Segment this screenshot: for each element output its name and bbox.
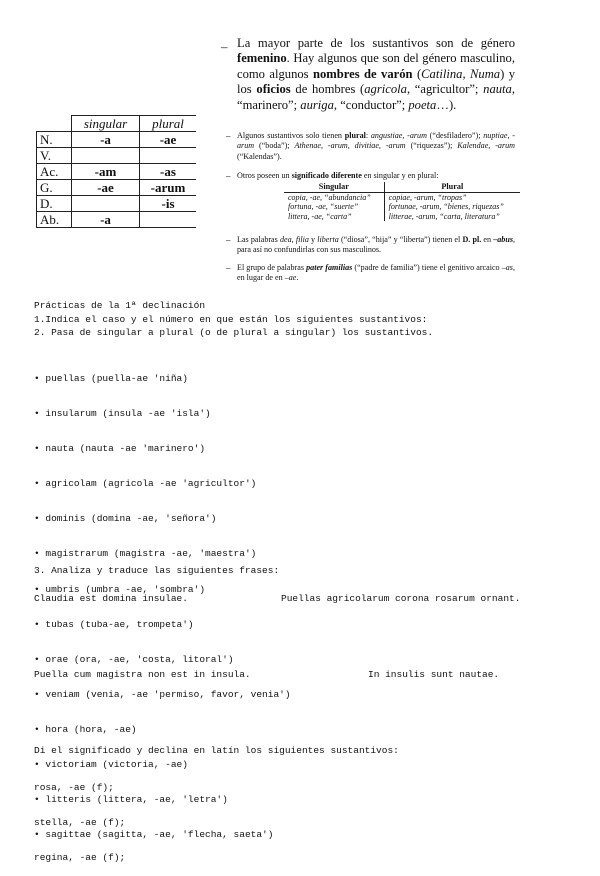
declension-row [37,196,197,212]
list-item [34,407,291,420]
list-item [34,688,291,701]
list-item [34,477,291,490]
exercise-title: Prácticas de la 1ª declinación [34,300,206,311]
list-item [34,653,291,666]
case-label: V. [37,148,72,164]
list-item [34,723,291,736]
ending-plural: -is [140,196,197,212]
instruction-1: 1.Indica el caso y el número en que están los siguientes sustantivos: [34,314,428,325]
text: El grupo de palabras [237,263,307,272]
word-text: nauta (nauta -ae 'marinero') [45,443,206,455]
declension-row [37,148,197,164]
text-italic: liberta [317,235,339,244]
text: . Hay algunos que son del género masculino, como algunos [237,51,515,81]
declension-row [37,164,197,180]
list-item [34,547,291,560]
text-italic: –as [501,263,513,272]
declension-header-row [37,116,197,132]
text: y [308,235,318,244]
text: (“diosa”, “hija” y “liberta”) tienen el [338,235,463,244]
text: Las palabras [237,235,280,244]
ending-plural: -ae [140,132,197,148]
word-text: dominis (domina -ae, 'señora') [45,513,217,525]
bullet: • [34,618,40,630]
word-text: agricolam (agricola -ae 'agricultor') [45,478,257,490]
list-item [34,442,291,455]
note-dash: – [226,171,231,181]
bullet: • [34,583,40,595]
bullet: • [34,548,40,560]
text: , “conductor”; [333,97,409,112]
header-singular: singular [72,116,140,132]
word-text: victoriam (victoria, -ae) [45,759,188,771]
ending-singular [72,196,140,212]
list-item: rosa, -ae (f); [34,782,114,793]
word-text: hora (hora, -ae) [45,723,137,735]
word-text: insularum (insula -ae 'isla') [45,408,211,420]
plural-cell: copiae, -arum, “tropas” [388,192,467,202]
text: . [296,273,299,283]
text-italic: Catilina, Numa [421,66,501,81]
text: (“Kalendas”). [237,151,282,161]
declension-row [37,212,197,228]
text: de hombres ( [290,82,365,97]
header-singular: Singular [284,182,384,192]
noun-list [34,759,125,876]
header-plural: Plural [384,182,520,192]
text: …). [436,97,457,112]
text: : [365,131,371,140]
list-item [34,512,291,525]
plural-cell: fortunae, -arum, “bienes, riquezas” [388,202,504,212]
ending-plural: -as [140,164,197,180]
text-bold: D. pl. [462,235,482,244]
word-text: puellas (puella-ae 'niña) [45,373,188,384]
bullet: • [34,373,40,384]
word-text: veniam (venia, -ae 'permiso, favor, venia') [45,688,291,700]
case-label: Ac. [37,164,72,180]
text-italic: nauta [483,82,512,97]
plural-meaning-table [284,182,520,221]
singular-cell: littera, -ae, “carta” [284,212,384,222]
note-dash: – [226,131,231,141]
text: ) y los [237,66,515,97]
header-plural: plural [140,116,197,132]
text-bold: nombres de varón [312,66,413,81]
note-abus [237,235,515,256]
declension-corner [37,116,72,132]
case-label: G. [37,180,72,196]
text-italic: nuptiae, -arum [237,131,515,151]
note-pater-familias [237,263,515,284]
text-italic: dea, filia [279,235,309,244]
list-item [34,618,291,631]
word-text: tubas (tuba-ae, trompeta') [45,618,194,630]
text-italic: Athenae, -arum, divitiae, -arum [294,141,406,151]
text: en singular y en plural: [361,171,439,180]
sentence: Puellas agricolarum corona rosarum ornant. [281,593,521,604]
ending-plural [140,212,197,228]
text: ( [412,66,422,81]
note-different-meaning [237,171,515,181]
text-italic: angustiae, -arum [370,131,427,140]
text: , “agricultor”; [406,82,484,97]
text: (“riquezas”); [405,141,458,151]
singular-cell: copia, -ae, “abundancia” [284,192,384,202]
case-label: N. [37,132,72,148]
word-text: litteris (littera, -ae, 'letra') [45,794,228,806]
main-note-dash: – [221,39,228,54]
declension-row [37,132,197,148]
plural-table-header [284,182,520,192]
text: (“desfiladero”); [426,131,484,140]
sentence: Claudia est domina insulae. [34,593,188,604]
word-text: umbris (umbra -ae, 'sombra') [45,583,206,595]
bullet: • [34,408,40,420]
case-label: D. [37,196,72,212]
text-italic: poeta [408,97,437,112]
note-dash: – [226,263,231,273]
text-italic: Kalendae, -arum [457,141,516,151]
ending-singular: -am [72,164,140,180]
text-bold: plural [344,131,366,140]
instruction-2: 2. Pasa de singular a plural (o de plural a singular) los sustantivos. [34,327,434,338]
text: Otros poseen un [237,171,292,180]
text: (“boda”); [254,141,295,151]
main-note [237,36,515,113]
word-text: sagittae (sagitta, -ae, 'flecha, saeta') [45,829,274,841]
bullet: • [34,653,40,665]
text-bold-italic: –abus [493,235,513,244]
word-text: magistrarum (magistra -ae, 'maestra') [45,548,257,560]
ending-plural [140,148,197,164]
bullet: • [34,723,40,735]
bullet: • [34,478,40,490]
plural-table-row [284,192,520,202]
ending-plural: -arum [140,180,197,196]
text-italic: auriga [300,97,334,112]
list-item: regina, -ae (f); [34,852,126,864]
ending-singular: -ae [72,180,140,196]
sentence: In insulis sunt nautae. [368,669,500,680]
bullet: • [34,759,40,771]
text-italic: agricola [364,82,407,97]
sentence: Puella cum magistra non est in insula. [34,669,251,680]
text: Algunos sustantivos solo tienen [237,131,345,140]
bullet: • [34,688,40,700]
bullet: • [34,513,40,525]
text-bold: femenino [237,51,287,66]
plural-cell: litterae, -arum, “carta, literatura” [388,211,500,221]
declension-row [37,180,197,196]
note-dash: – [226,235,231,245]
singular-cell: fortuna, -ae, “suerte” [284,202,384,212]
plural-table-row [284,212,520,222]
ending-singular [72,148,140,164]
text-bold: significado diferente [291,171,362,180]
note-plural-only [237,131,515,162]
list-item: stella, -ae (f); [34,817,126,829]
bullet: • [34,443,40,455]
text: , “marinero”; [237,82,515,112]
text-bold: oficios [256,82,291,97]
decline-title: Di el significado y declina en latín los siguientes sustantivos: [34,745,399,756]
text: en [481,235,494,244]
text-italic: –ae [284,273,297,283]
ending-singular: -a [72,212,140,228]
text: , para así no confundirlas con sus masculinos. [237,235,516,255]
text-bold-italic: pater familias [306,263,353,272]
text: (“padre de familia”) tiene el genitivo arcaico [352,263,502,272]
bullet: • [34,829,40,841]
case-label: Ab. [37,212,72,228]
ending-singular: -a [72,132,140,148]
word-text: orae (ora, -ae, 'costa, litoral') [45,653,234,665]
bullet: • [34,794,40,806]
list-item [34,372,291,385]
section-3-title: 3. Analiza y traduce las siguientes frases: [34,565,280,576]
text: , en lugar de en [237,263,515,283]
text: La mayor parte de los sustantivos son de género [237,36,515,50]
declension-table [36,115,196,228]
plural-table-row [284,202,520,212]
